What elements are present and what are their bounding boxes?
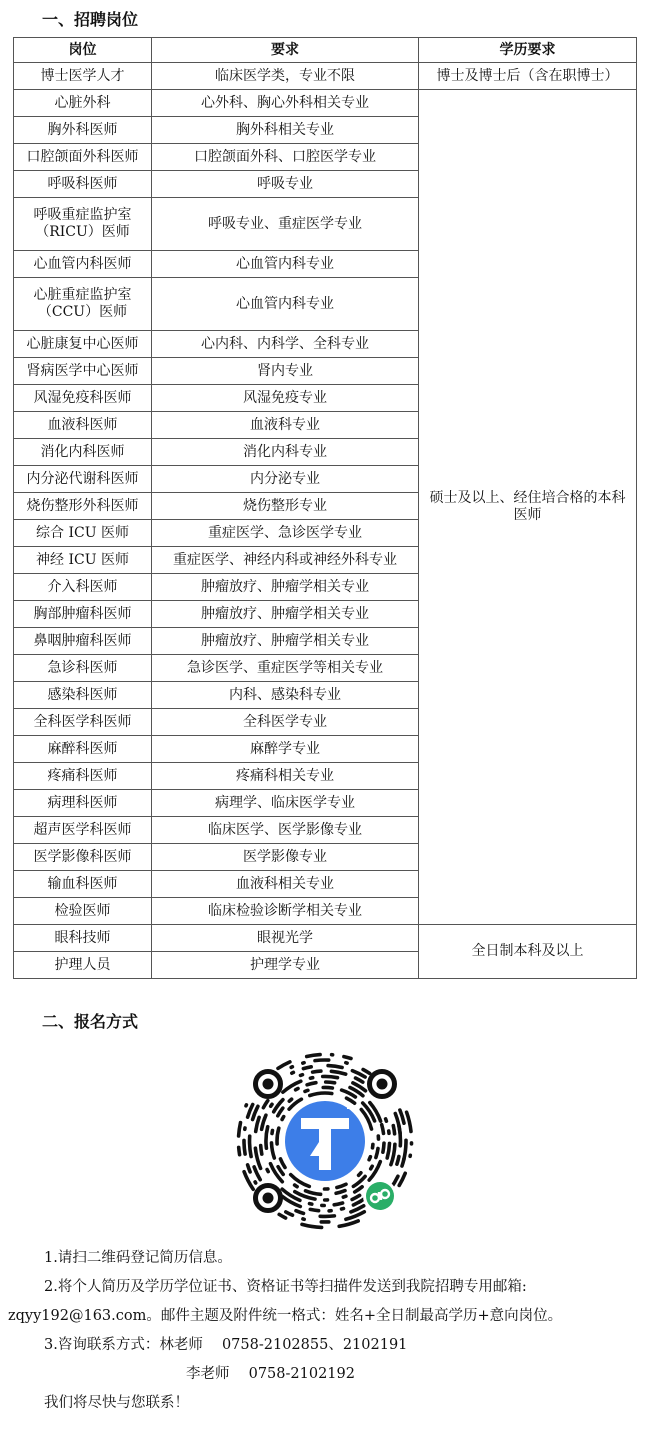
qr-module bbox=[271, 1104, 272, 1106]
qr-module bbox=[296, 1089, 298, 1090]
recruitment-table bbox=[13, 37, 637, 979]
position-cell: 胸部肿瘤科医师 bbox=[14, 601, 152, 628]
qr-module bbox=[292, 1072, 294, 1073]
instruction-step-3: 3.咨询联系方式：林老师 0758-2102855、2102191 bbox=[44, 1337, 408, 1353]
position-cell: 病理科医师 bbox=[14, 790, 152, 817]
qr-module bbox=[310, 1209, 318, 1210]
position-cell: 博士医学人才 bbox=[14, 63, 152, 90]
requirement-cell: 肾内专业 bbox=[152, 358, 419, 385]
requirement-cell: 急诊医学、重症医学等相关专业 bbox=[152, 655, 419, 682]
position-cell: 血液科医师 bbox=[14, 412, 152, 439]
registration-instructions bbox=[8, 1244, 644, 1418]
qr-module bbox=[371, 1166, 373, 1169]
position-cell: 心脏康复中心医师 bbox=[14, 331, 152, 358]
requirement-cell: 临床医学类，专业不限 bbox=[152, 63, 419, 90]
requirement-cell: 护理学专业 bbox=[152, 952, 419, 979]
table-row bbox=[14, 63, 637, 90]
qr-module bbox=[334, 1203, 342, 1205]
requirement-cell: 呼吸专业、重症医学专业 bbox=[152, 198, 419, 251]
requirement-cell: 全科医学专业 bbox=[152, 709, 419, 736]
position-cell: 呼吸科医师 bbox=[14, 171, 152, 198]
qr-module bbox=[301, 1075, 303, 1076]
requirement-cell: 心血管内科专业 bbox=[152, 251, 419, 278]
qr-module bbox=[267, 1170, 268, 1172]
position-cell: 急诊科医师 bbox=[14, 655, 152, 682]
requirement-cell: 病理学、临床医学专业 bbox=[152, 790, 419, 817]
qr-module bbox=[272, 1131, 273, 1134]
qr-module bbox=[250, 1136, 252, 1156]
requirement-cell: 血液科专业 bbox=[152, 412, 419, 439]
qr-module bbox=[323, 1087, 332, 1088]
requirement-cell: 胸外科相关专业 bbox=[152, 117, 419, 144]
position-cell: 心脏重症监护室（CCU）医师 bbox=[14, 278, 152, 331]
position-cell: 感染科医师 bbox=[14, 682, 152, 709]
instruction-step-2-email[interactable]: zqyy192@163.com。邮件主题及附件统一格式：姓名+全日制最高学历+意向岗位。 bbox=[8, 1308, 563, 1324]
qr-module bbox=[313, 1071, 321, 1072]
requirement-cell: 消化内科专业 bbox=[152, 439, 419, 466]
qr-module bbox=[344, 1057, 351, 1059]
position-cell: 护理人员 bbox=[14, 952, 152, 979]
requirement-cell: 内分泌专业 bbox=[152, 466, 419, 493]
mini-program-icon bbox=[363, 1179, 397, 1213]
qr-module bbox=[239, 1123, 241, 1136]
qr-module bbox=[303, 1067, 311, 1069]
qr-module bbox=[291, 1067, 292, 1068]
position-cell: 心血管内科医师 bbox=[14, 251, 152, 278]
requirement-cell: 口腔颌面外科、口腔医学专业 bbox=[152, 144, 419, 171]
requirement-cell: 肿瘤放疗、肿瘤学相关专业 bbox=[152, 574, 419, 601]
position-cell: 医学影像科医师 bbox=[14, 844, 152, 871]
qr-module bbox=[383, 1143, 384, 1152]
qr-module bbox=[248, 1165, 251, 1172]
qr-module bbox=[295, 1185, 298, 1187]
qr-module bbox=[244, 1140, 245, 1154]
instruction-step-2: 2.将个人简历及学历学位证书、资格证书等扫描件发送到我院招聘专用邮箱: bbox=[44, 1279, 527, 1295]
qr-module bbox=[397, 1157, 399, 1165]
qr-module bbox=[369, 1157, 370, 1160]
qr-module bbox=[326, 1082, 335, 1083]
qr-module bbox=[239, 1147, 240, 1154]
qr-module bbox=[393, 1126, 394, 1134]
qr-module bbox=[289, 1099, 291, 1101]
position-cell: 输血科医师 bbox=[14, 871, 152, 898]
qr-module bbox=[307, 1055, 320, 1057]
header-position: 岗位 bbox=[14, 38, 152, 63]
qr-module bbox=[315, 1060, 329, 1061]
qr-module bbox=[343, 1196, 346, 1197]
requirement-cell: 肿瘤放疗、肿瘤学相关专业 bbox=[152, 601, 419, 628]
position-cell: 鼻咽肿瘤科医师 bbox=[14, 628, 152, 655]
qr-module bbox=[382, 1125, 384, 1134]
header-requirement: 要求 bbox=[152, 38, 419, 63]
position-cell: 呼吸重症监护室（RICU）医师 bbox=[14, 198, 152, 251]
requirement-cell: 眼视光学 bbox=[152, 925, 419, 952]
qr-module bbox=[261, 1146, 262, 1155]
position-cell: 介入科医师 bbox=[14, 574, 152, 601]
position-cell: 消化内科医师 bbox=[14, 439, 152, 466]
requirement-cell: 血液科相关专业 bbox=[152, 871, 419, 898]
qr-module bbox=[310, 1204, 312, 1205]
qr-module bbox=[277, 1128, 279, 1144]
position-cell: 超声医学科医师 bbox=[14, 817, 152, 844]
requirement-cell: 心外科、胸心外科相关专业 bbox=[152, 90, 419, 117]
requirement-cell: 麻醉学专业 bbox=[152, 736, 419, 763]
requirement-cell: 风湿免疫专业 bbox=[152, 385, 419, 412]
qr-module bbox=[328, 1066, 342, 1068]
instruction-closing: 我们将尽快与您联系！ bbox=[44, 1395, 189, 1411]
position-cell: 肾病医学中心医师 bbox=[14, 358, 152, 385]
qr-module bbox=[386, 1119, 387, 1121]
requirement-cell: 临床医学、医学影像专业 bbox=[152, 817, 419, 844]
instruction-step-1: 1.请扫二维码登记简历信息。 bbox=[44, 1250, 232, 1266]
education-cell: 全日制本科及以上 bbox=[419, 925, 637, 979]
qr-module bbox=[307, 1083, 316, 1085]
position-cell: 口腔颌面外科医师 bbox=[14, 144, 152, 171]
position-cell: 心脏外科 bbox=[14, 90, 152, 117]
position-cell: 麻醉科医师 bbox=[14, 736, 152, 763]
position-cell: 综合 ICU 医师 bbox=[14, 520, 152, 547]
qr-module bbox=[342, 1209, 344, 1210]
qr-module bbox=[305, 1090, 308, 1091]
position-cell: 全科医学科医师 bbox=[14, 709, 152, 736]
table-row bbox=[14, 90, 637, 117]
section-title-positions: 一、招聘岗位 bbox=[42, 10, 139, 29]
requirement-cell: 心内科、内科学、全科专业 bbox=[152, 331, 419, 358]
position-cell: 胸外科医师 bbox=[14, 117, 152, 144]
instruction-contact-2: 李老师 0758-2102192 bbox=[186, 1366, 355, 1382]
education-cell: 博士及博士后（含在职博士） bbox=[419, 63, 637, 90]
position-cell: 疼痛科医师 bbox=[14, 763, 152, 790]
position-cell: 眼科技师 bbox=[14, 925, 152, 952]
position-cell: 内分泌代谢科医师 bbox=[14, 466, 152, 493]
position-cell: 风湿免疫科医师 bbox=[14, 385, 152, 412]
header-education: 学历要求 bbox=[419, 38, 637, 63]
hospital-logo-icon bbox=[281, 1097, 369, 1185]
requirement-cell: 疼痛科相关专业 bbox=[152, 763, 419, 790]
qr-module bbox=[255, 1182, 256, 1183]
qr-code[interactable] bbox=[230, 1046, 420, 1236]
qr-module bbox=[323, 1076, 338, 1077]
qr-module bbox=[376, 1149, 378, 1158]
requirement-cell: 重症医学、神经内科或神经外科专业 bbox=[152, 547, 419, 574]
requirement-cell: 呼吸专业 bbox=[152, 171, 419, 198]
position-cell: 烧伤整形外科医师 bbox=[14, 493, 152, 520]
qr-module bbox=[282, 1117, 284, 1120]
position-cell: 检验医师 bbox=[14, 898, 152, 925]
position-cell: 神经 ICU 医师 bbox=[14, 547, 152, 574]
requirement-cell: 临床检验诊断学相关专业 bbox=[152, 898, 419, 925]
requirement-cell: 肿瘤放疗、肿瘤学相关专业 bbox=[152, 628, 419, 655]
requirement-cell: 重症医学、急诊医学专业 bbox=[152, 520, 419, 547]
requirement-cell: 烧伤整形专业 bbox=[152, 493, 419, 520]
requirement-cell: 心血管内科专业 bbox=[152, 278, 419, 331]
education-cell: 硕士及以上、经住培合格的本科医师 bbox=[419, 90, 637, 925]
table-row bbox=[14, 925, 637, 952]
qr-module bbox=[266, 1127, 268, 1149]
qr-module bbox=[320, 1216, 334, 1217]
section-title-registration: 二、报名方式 bbox=[42, 1012, 139, 1031]
requirement-cell: 内科、感染科专业 bbox=[152, 682, 419, 709]
requirement-cell: 医学影像专业 bbox=[152, 844, 419, 871]
qr-module bbox=[359, 1173, 361, 1176]
qr-module bbox=[310, 1078, 312, 1079]
